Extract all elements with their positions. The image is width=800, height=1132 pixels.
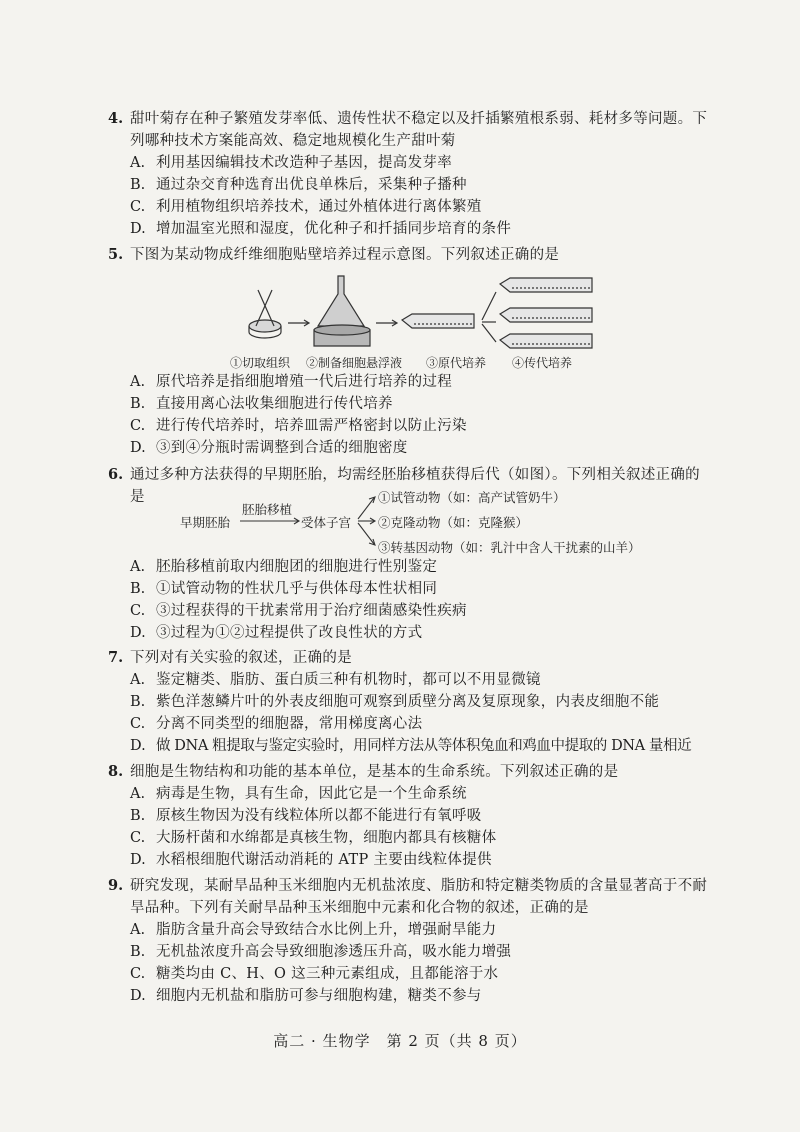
option-label: B. [130, 396, 146, 412]
question-number: 7. [108, 649, 124, 666]
figure-caption: ②制备细胞悬浮液 [306, 356, 403, 370]
option-text: 水稻根细胞代谢活动消耗的 ATP 主要由线粒体提供 [156, 852, 492, 868]
option-label: D. [130, 221, 146, 237]
option-label: C. [130, 830, 146, 846]
flask-icon [318, 276, 364, 326]
option-label: B. [130, 944, 146, 960]
option-a [108, 152, 708, 174]
option-text: 糖类均由 C、H、O 这三种元素组成，且都能溶于水 [156, 966, 499, 982]
option-c [108, 963, 708, 985]
question-4 [108, 108, 708, 240]
option-label: C. [130, 716, 146, 732]
option-text: 通过杂交育种选育出优良单株后，采集种子播种 [156, 177, 467, 193]
option-text: 原代培养是指细胞增殖一代后进行培养的过程 [156, 374, 452, 390]
option-text: 脂肪含量升高会导致结合水比例上升，增强耐旱能力 [156, 922, 497, 938]
option-b [108, 941, 708, 963]
option-c [108, 713, 708, 735]
option-d [108, 849, 708, 871]
cell-culture-illustration [230, 268, 600, 352]
question-8 [108, 761, 708, 871]
flow-branch-3: ③转基因动物（如：乳汁中含人干扰素的山羊） [378, 540, 641, 555]
option-text: ③过程获得的干扰素常用于治疗细菌感染性疾病 [156, 603, 467, 619]
option-a [108, 371, 708, 393]
option-c [108, 827, 708, 849]
option-text: 利用基因编辑技术改造种子基因，提高发芽率 [156, 155, 452, 171]
embryo-transfer-figure [180, 488, 640, 560]
option-d [108, 735, 708, 757]
arrow-branch-1 [482, 292, 496, 320]
option-b [108, 174, 708, 196]
option-label: D. [130, 988, 146, 1004]
option-c [108, 415, 708, 437]
option-b [108, 805, 708, 827]
option-label: A. [130, 672, 146, 688]
option-label: B. [130, 808, 146, 824]
question-text: 甜叶菊存在种子繁殖发芽率低、遗传性状不稳定以及扦插繁殖根系弱、耗材多等问题。下列哪种技术方案能高效、稳定地规模化生产甜叶菊 [130, 111, 708, 149]
question-5-options [108, 371, 708, 459]
option-d [108, 622, 708, 644]
question-6-options [108, 556, 708, 644]
option-text: 细胞内无机盐和脂肪可参与细胞构建，糖类不参与 [156, 988, 482, 1004]
option-a [108, 669, 708, 691]
culture-flask-icon [500, 334, 592, 348]
option-c [108, 600, 708, 622]
option-text: 增加温室光照和湿度，优化种子和扦插同步培育的条件 [156, 221, 512, 237]
question-text: 细胞是生物结构和功能的基本单位，是基本的生命系统。下列叙述正确的是 [130, 764, 619, 780]
question-stem [108, 244, 708, 266]
page-footer: 高二 · 生物学 第 2 页（共 8 页） [273, 1032, 527, 1050]
option-b [108, 578, 708, 600]
option-text: 分离不同类型的细胞器，常用梯度离心法 [156, 716, 423, 732]
figure-caption: ④传代培养 [512, 356, 573, 370]
option-d [108, 218, 708, 240]
option-d [108, 437, 708, 459]
option-c [108, 196, 708, 218]
culture-flask-icon [500, 308, 592, 322]
option-text: 利用植物组织培养技术，通过外植体进行离体繁殖 [156, 199, 482, 215]
option-label: C. [130, 603, 146, 619]
option-text: ①试管动物的性状几乎与供体母本性状相同 [156, 581, 438, 597]
option-text: 进行传代培养时，培养皿需严格密封以防止污染 [156, 418, 467, 434]
option-text: 大肠杆菌和水绵都是真核生物，细胞内都具有核糖体 [156, 830, 497, 846]
flow-branch-1: ①试管动物（如：高产试管奶牛） [378, 490, 566, 505]
option-text: 胚胎移植前取内细胞团的细胞进行性别鉴定 [156, 559, 438, 575]
option-label: C. [130, 418, 146, 434]
option-label: B. [130, 581, 146, 597]
option-label: B. [130, 694, 146, 710]
question-stem [108, 875, 708, 919]
option-text: 直接用离心法收集细胞进行传代培养 [156, 396, 393, 412]
cell-culture-figure [230, 268, 600, 380]
question-number: 9. [108, 877, 124, 894]
figure-caption: ③原代培养 [426, 356, 487, 370]
flow-branch-2: ②克隆动物（如：克隆猴） [378, 515, 529, 530]
question-number: 8. [108, 763, 124, 780]
option-b [108, 393, 708, 415]
option-b [108, 691, 708, 713]
option-label: B. [130, 177, 146, 193]
question-text: 通过多种方法获得的早期胚胎，均需经胚胎移植获得后代（如图）。下列相关叙述正确的是 [130, 467, 700, 505]
option-label: D. [130, 440, 146, 456]
culture-flask-icon [402, 314, 474, 328]
petri-dish-icon [249, 320, 281, 332]
question-number: 6. [108, 466, 124, 483]
option-label: C. [130, 966, 146, 982]
option-a [108, 919, 708, 941]
flow-start: 早期胚胎 [180, 515, 231, 530]
option-text: 鉴定糖类、脂肪、蛋白质三种有机物时，都可以不用显微镜 [156, 672, 541, 688]
option-label: D. [130, 625, 146, 641]
option-text: 紫色洋葱鳞片叶的外表皮细胞可观察到质壁分离及复原现象，内表皮细胞不能 [156, 694, 660, 710]
option-label: D. [130, 852, 146, 868]
figure-caption: ①切取组织 [230, 356, 291, 370]
option-text: 做 DNA 粗提取与鉴定实验时，用同样方法从等体积兔血和鸡血中提取的 DNA 量相近 [156, 738, 692, 754]
option-text: ③过程为①②过程提供了改良性状的方式 [156, 625, 423, 641]
question-5 [108, 244, 708, 266]
question-text: 下图为某动物成纤维细胞贴壁培养过程示意图。下列叙述正确的是 [130, 247, 560, 263]
flow-middle: 受体子宫 [301, 515, 352, 530]
question-text: 下列对有关实验的叙述，正确的是 [130, 650, 352, 666]
option-text: 病毒是生物，具有生命，因此它是一个生命系统 [156, 786, 467, 802]
question-number: 4. [108, 110, 124, 127]
option-label: A. [130, 786, 146, 802]
option-text: ③到④分瓶时需调整到合适的细胞密度 [156, 440, 408, 456]
question-7 [108, 647, 708, 757]
option-label: A. [130, 559, 146, 575]
option-label: C. [130, 199, 146, 215]
option-text: 原核生物因为没有线粒体所以都不能进行有氧呼吸 [156, 808, 482, 824]
flow-arrow-label: 胚胎移植 [242, 502, 293, 517]
option-label: A. [130, 922, 146, 938]
question-number: 5. [108, 246, 124, 263]
question-stem [108, 761, 708, 783]
option-a [108, 556, 708, 578]
option-label: D. [130, 738, 146, 754]
arrow-branch-3 [482, 324, 496, 342]
option-text: 无机盐浓度升高会导致细胞渗透压升高，吸水能力增强 [156, 944, 512, 960]
question-stem [108, 108, 708, 152]
option-a [108, 783, 708, 805]
option-label: A. [130, 155, 146, 171]
question-9 [108, 875, 708, 1007]
culture-flask-icon [500, 278, 592, 292]
option-label: A. [130, 374, 146, 390]
question-text: 研究发现，某耐旱品种玉米细胞内无机盐浓度、脂肪和特定糖类物质的含量显著高于不耐旱品种。下列有关耐旱品种玉米细胞中元素和化合物的叙述，正确的是 [130, 878, 708, 916]
question-stem [108, 647, 708, 669]
option-d [108, 985, 708, 1007]
